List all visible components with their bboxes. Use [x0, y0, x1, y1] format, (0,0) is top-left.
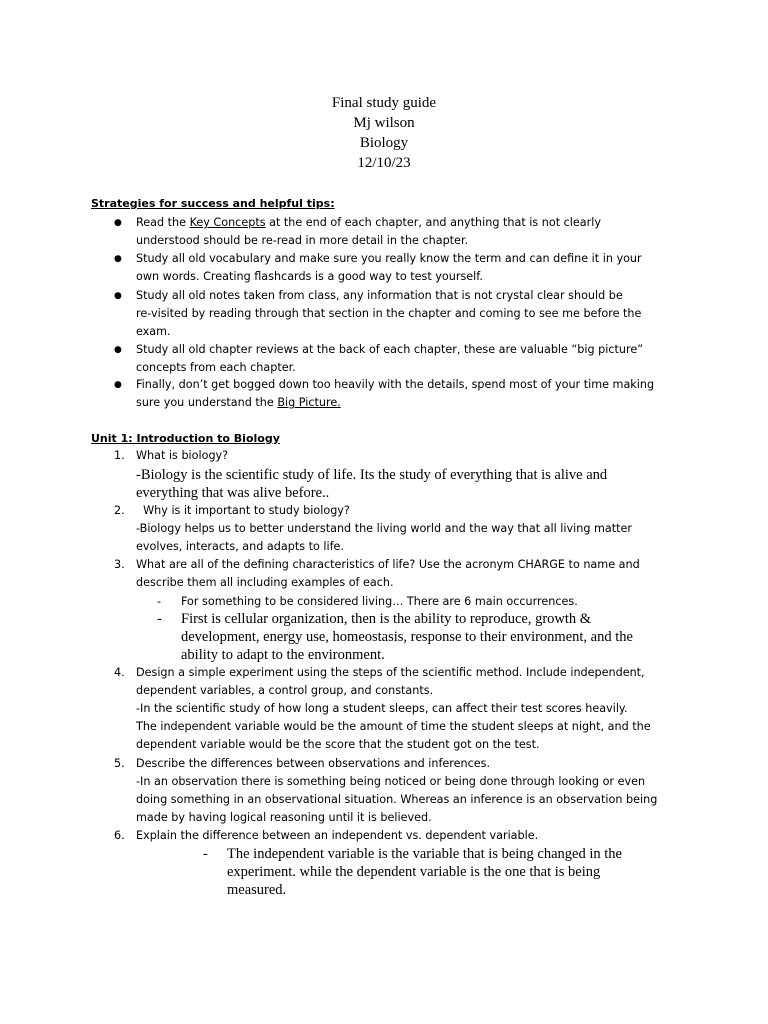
question-number-3: 3.: [114, 558, 125, 571]
bullet-text: re-visited by reading through that section in the chapter and coming to see me before the: [136, 307, 642, 320]
strategy-bullet-4: [114, 341, 676, 377]
bullet-icon: ●: [114, 291, 122, 301]
answer-text: -Biology is the scientific study of life. Its the study of everything that is alive and: [136, 467, 608, 483]
answer-text: development, energy use, homeostasis, response to their environment, and the: [181, 629, 633, 645]
question-4: [136, 664, 676, 754]
bullet-text: own words. Creating flashcards is a good way to test yourself.: [136, 270, 483, 283]
bullet-text: at the end of each chapter, and anything that is not clearly: [265, 216, 601, 229]
answer-text: made by having logical reasoning until it is believed.: [136, 811, 432, 824]
key-concepts-link: Key Concepts: [189, 216, 266, 229]
question-text: Design a simple experiment using the steps of the scientific method. Include independent,: [136, 666, 645, 679]
dash-marker: -: [157, 595, 162, 608]
strategies-heading: Strategies for success and helpful tips:: [91, 197, 335, 210]
answer-text: doing something in an observational situation. Whereas an inference is an observation being: [136, 793, 658, 806]
answer-2: [136, 520, 676, 556]
header-author: Mj wilson: [353, 115, 415, 131]
strategy-bullet-3: [114, 287, 676, 341]
bullet-text: understood should be re-read in more detail in the chapter.: [136, 234, 469, 247]
answer-3-dash-2: [157, 610, 681, 664]
answer-text: -In the scientific study of how long a student sleeps, can affect their test scores heavily.: [136, 702, 628, 715]
bullet-text: Study all old chapter reviews at the back of each chapter, these are valuable “big picture”: [136, 343, 644, 356]
bullet-icon: ●: [114, 254, 122, 264]
answer-text: First is cellular organization, then is the ability to reproduce, growth &: [181, 611, 592, 627]
answer-text: For something to be considered living… There are 6 main occurrences.: [181, 595, 578, 608]
answer-text: everything that was alive before..: [136, 485, 330, 501]
question-6: Explain the difference between an independent vs. dependent variable.: [136, 829, 539, 842]
bullet-text: exam.: [136, 325, 171, 338]
big-picture-link: Big Picture.: [277, 396, 341, 409]
question-2: Why is it important to study biology?: [136, 504, 350, 517]
question-text: What are all of the defining characteristics of life? Use the acronym CHARGE to name and: [136, 558, 640, 571]
answer-3-dash-1: [157, 593, 681, 611]
question-text: describe them all including examples of each.: [136, 576, 394, 589]
strategy-bullet-1: [114, 214, 676, 250]
answer-text: ability to adapt to the environment.: [181, 647, 385, 663]
question-5: [136, 755, 676, 827]
answer-text: -Biology helps us to better understand the living world and the way that all living matter: [136, 522, 632, 535]
question-3: [136, 556, 676, 592]
question-number-4: 4.: [114, 666, 125, 679]
answer-text: dependent variable would be the score that the student got on the test.: [136, 738, 540, 751]
dash-marker: -: [203, 846, 208, 862]
question-number-5: 5.: [114, 757, 125, 770]
bullet-icon: ●: [114, 218, 122, 228]
question-1: What is biology?: [136, 449, 229, 462]
question-text: Describe the differences between observations and inferences.: [136, 757, 491, 770]
answer-text: evolves, interacts, and adapts to life.: [136, 540, 344, 553]
bullet-icon: ●: [114, 380, 122, 390]
strategy-bullet-5: [114, 376, 676, 412]
bullet-text: Finally, don’t get bogged down too heavily with the details, spend most of your time making: [136, 378, 655, 391]
strategy-bullet-2: [114, 250, 676, 286]
answer-text: The independent variable is the variable that is being changed in the: [227, 846, 622, 862]
answer-1: [136, 466, 696, 502]
question-text: dependent variables, a control group, and constants.: [136, 684, 434, 697]
answer-text: The independent variable would be the amount of time the student sleeps at night, and the: [136, 720, 651, 733]
unit1-heading: Unit 1: Introduction to Biology: [91, 432, 280, 445]
answer-6-dash: [203, 845, 687, 899]
bullet-text: sure you understand the: [136, 396, 278, 409]
bullet-text: concepts from each chapter.: [136, 361, 296, 374]
bullet-icon: ●: [114, 345, 122, 355]
bullet-text: Read the: [136, 216, 190, 229]
question-number-1: 1.: [114, 449, 125, 462]
question-number-6: 6.: [114, 829, 125, 842]
dash-marker: -: [157, 611, 162, 627]
answer-text: -In an observation there is something being noticed or being done through looking or even: [136, 775, 646, 788]
answer-text: measured.: [227, 882, 287, 898]
question-number-2: 2.: [114, 504, 125, 517]
document-header: [0, 93, 768, 173]
bullet-text: Study all old notes taken from class, any information that is not crystal clear should be: [136, 289, 623, 302]
header-date: 12/10/23: [357, 155, 411, 171]
answer-text: experiment. while the dependent variable is the one that is being: [227, 864, 601, 880]
header-title: Final study guide: [331, 95, 437, 111]
bullet-text: Study all old vocabulary and make sure you really know the term and can define it in your: [136, 252, 642, 265]
header-subject: Biology: [359, 135, 409, 151]
